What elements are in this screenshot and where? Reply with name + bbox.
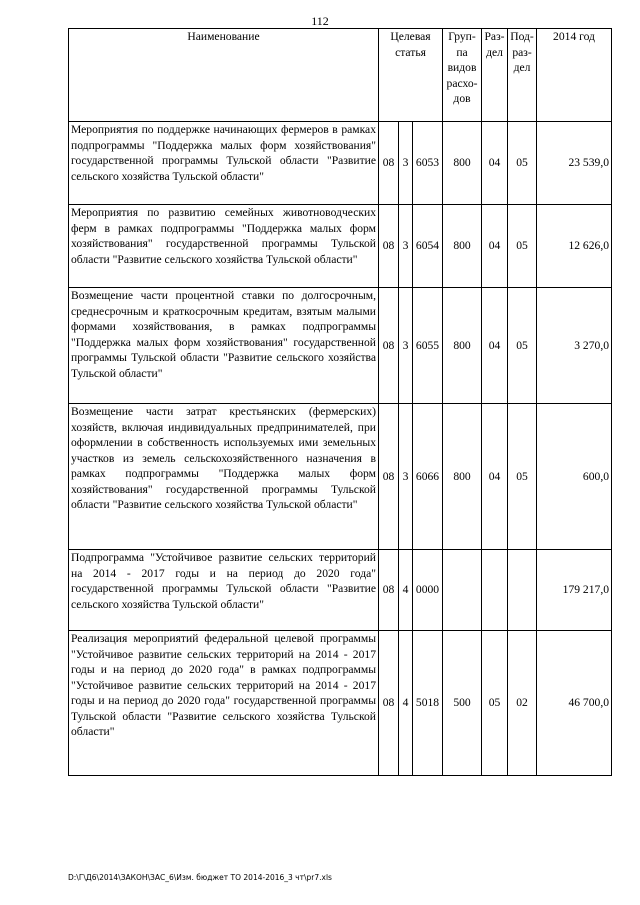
- table-row: [69, 205, 612, 288]
- section: 04: [482, 122, 508, 205]
- header-subsection: Под-раз-дел: [508, 29, 537, 122]
- amount: 3 270,0: [537, 288, 612, 404]
- row-name: Возмещение части затрат крестьянских (фермерских) хозяйств, включая индивидуальных предпринимателей, при оформлении в собственность используемых ими земельных участков из земель сельскохозяйственного назначения в рамках подпрограммы "Поддержка малых форм хозяйствования" государственной программы Тульской области "Развитие сельского хозяйства Тульской области": [69, 404, 379, 550]
- header-year: 2014 год: [537, 29, 612, 122]
- target-code-2: 3: [399, 205, 413, 288]
- amount: 46 700,0: [537, 631, 612, 776]
- budget-table: [68, 28, 612, 776]
- amount: 23 539,0: [537, 122, 612, 205]
- expense-group: 800: [443, 404, 482, 550]
- row-name: Реализация мероприятий федеральной целевой программы "Устойчивое развитие сельских территорий на 2014 - 2017 годы и на период до 2020 года" в рамках подпрограммы "Устойчивое развитие сельских территорий на 2014 - 2017 годы и на период до 2020 года" государственной программы Тульской области "Развитие сельского хозяйства Тульской области": [69, 631, 379, 776]
- section: 04: [482, 404, 508, 550]
- row-name: Подпрограмма "Устойчивое развитие сельских территорий на 2014 - 2017 годы и на период до 2020 года" государственной программы Тульской области "Развитие сельского хозяйства Тульской области": [69, 550, 379, 631]
- table-row: [69, 550, 612, 631]
- subsection: 05: [508, 288, 537, 404]
- section: 04: [482, 288, 508, 404]
- page-number: 112: [311, 14, 329, 28]
- expense-group: 800: [443, 205, 482, 288]
- amount: 12 626,0: [537, 205, 612, 288]
- expense-group: 500: [443, 631, 482, 776]
- target-code-3: 6053: [413, 122, 443, 205]
- table-row: [69, 288, 612, 404]
- target-code-1: 08: [379, 550, 399, 631]
- header-name: Наименование: [69, 29, 379, 122]
- subsection: 05: [508, 404, 537, 550]
- target-code-1: 08: [379, 122, 399, 205]
- subsection: [508, 550, 537, 631]
- row-name: Возмещение части процентной ставки по долгосрочным, среднесрочным и краткосрочным кредитам, взятым малыми формами хозяйствования, в рамках подпрограммы "Поддержка малых форм хозяйствования" государственной программы Тульской области "Развитие сельского хозяйства Тульской области": [69, 288, 379, 404]
- section: [482, 550, 508, 631]
- target-code-2: 3: [399, 122, 413, 205]
- section: 05: [482, 631, 508, 776]
- subsection: 05: [508, 205, 537, 288]
- file-path-footer: D:\Г\Д6\2014\ЗАКОН\ЗАС_6\Изм. бюджет ТО 2014-2016_3 чт\pr7.xls: [68, 873, 332, 882]
- target-code-1: 08: [379, 631, 399, 776]
- header-target-article: Целевая статья: [379, 29, 443, 122]
- target-code-2: 3: [399, 404, 413, 550]
- table-row: [69, 122, 612, 205]
- amount: 600,0: [537, 404, 612, 550]
- section: 04: [482, 205, 508, 288]
- target-code-2: 4: [399, 550, 413, 631]
- subsection: 05: [508, 122, 537, 205]
- expense-group: [443, 550, 482, 631]
- target-code-2: 4: [399, 631, 413, 776]
- amount: 179 217,0: [537, 550, 612, 631]
- expense-group: 800: [443, 288, 482, 404]
- table-row: [69, 631, 612, 776]
- target-code-3: 0000: [413, 550, 443, 631]
- target-code-1: 08: [379, 288, 399, 404]
- target-code-3: 6066: [413, 404, 443, 550]
- header-section: Раз-дел: [482, 29, 508, 122]
- target-code-1: 08: [379, 404, 399, 550]
- row-name: Мероприятия по развитию семейных животноводческих ферм в рамках подпрограммы "Поддержка малых форм хозяйствования" государственной программы Тульской области "Развитие сельского хозяйства Тульской области": [69, 205, 379, 288]
- target-code-3: 6055: [413, 288, 443, 404]
- header-expense-group: Груп-па видов расхо-дов: [443, 29, 482, 122]
- subsection: 02: [508, 631, 537, 776]
- table-header-row: [69, 29, 612, 122]
- expense-group: 800: [443, 122, 482, 205]
- target-code-1: 08: [379, 205, 399, 288]
- target-code-3: 5018: [413, 631, 443, 776]
- target-code-3: 6054: [413, 205, 443, 288]
- target-code-2: 3: [399, 288, 413, 404]
- table-row: [69, 404, 612, 550]
- row-name: Мероприятия по поддержке начинающих фермеров в рамках подпрограммы "Поддержка малых форм хозяйствования" государственной программы Тульской области "Развитие сельского хозяйства Тульской области": [69, 122, 379, 205]
